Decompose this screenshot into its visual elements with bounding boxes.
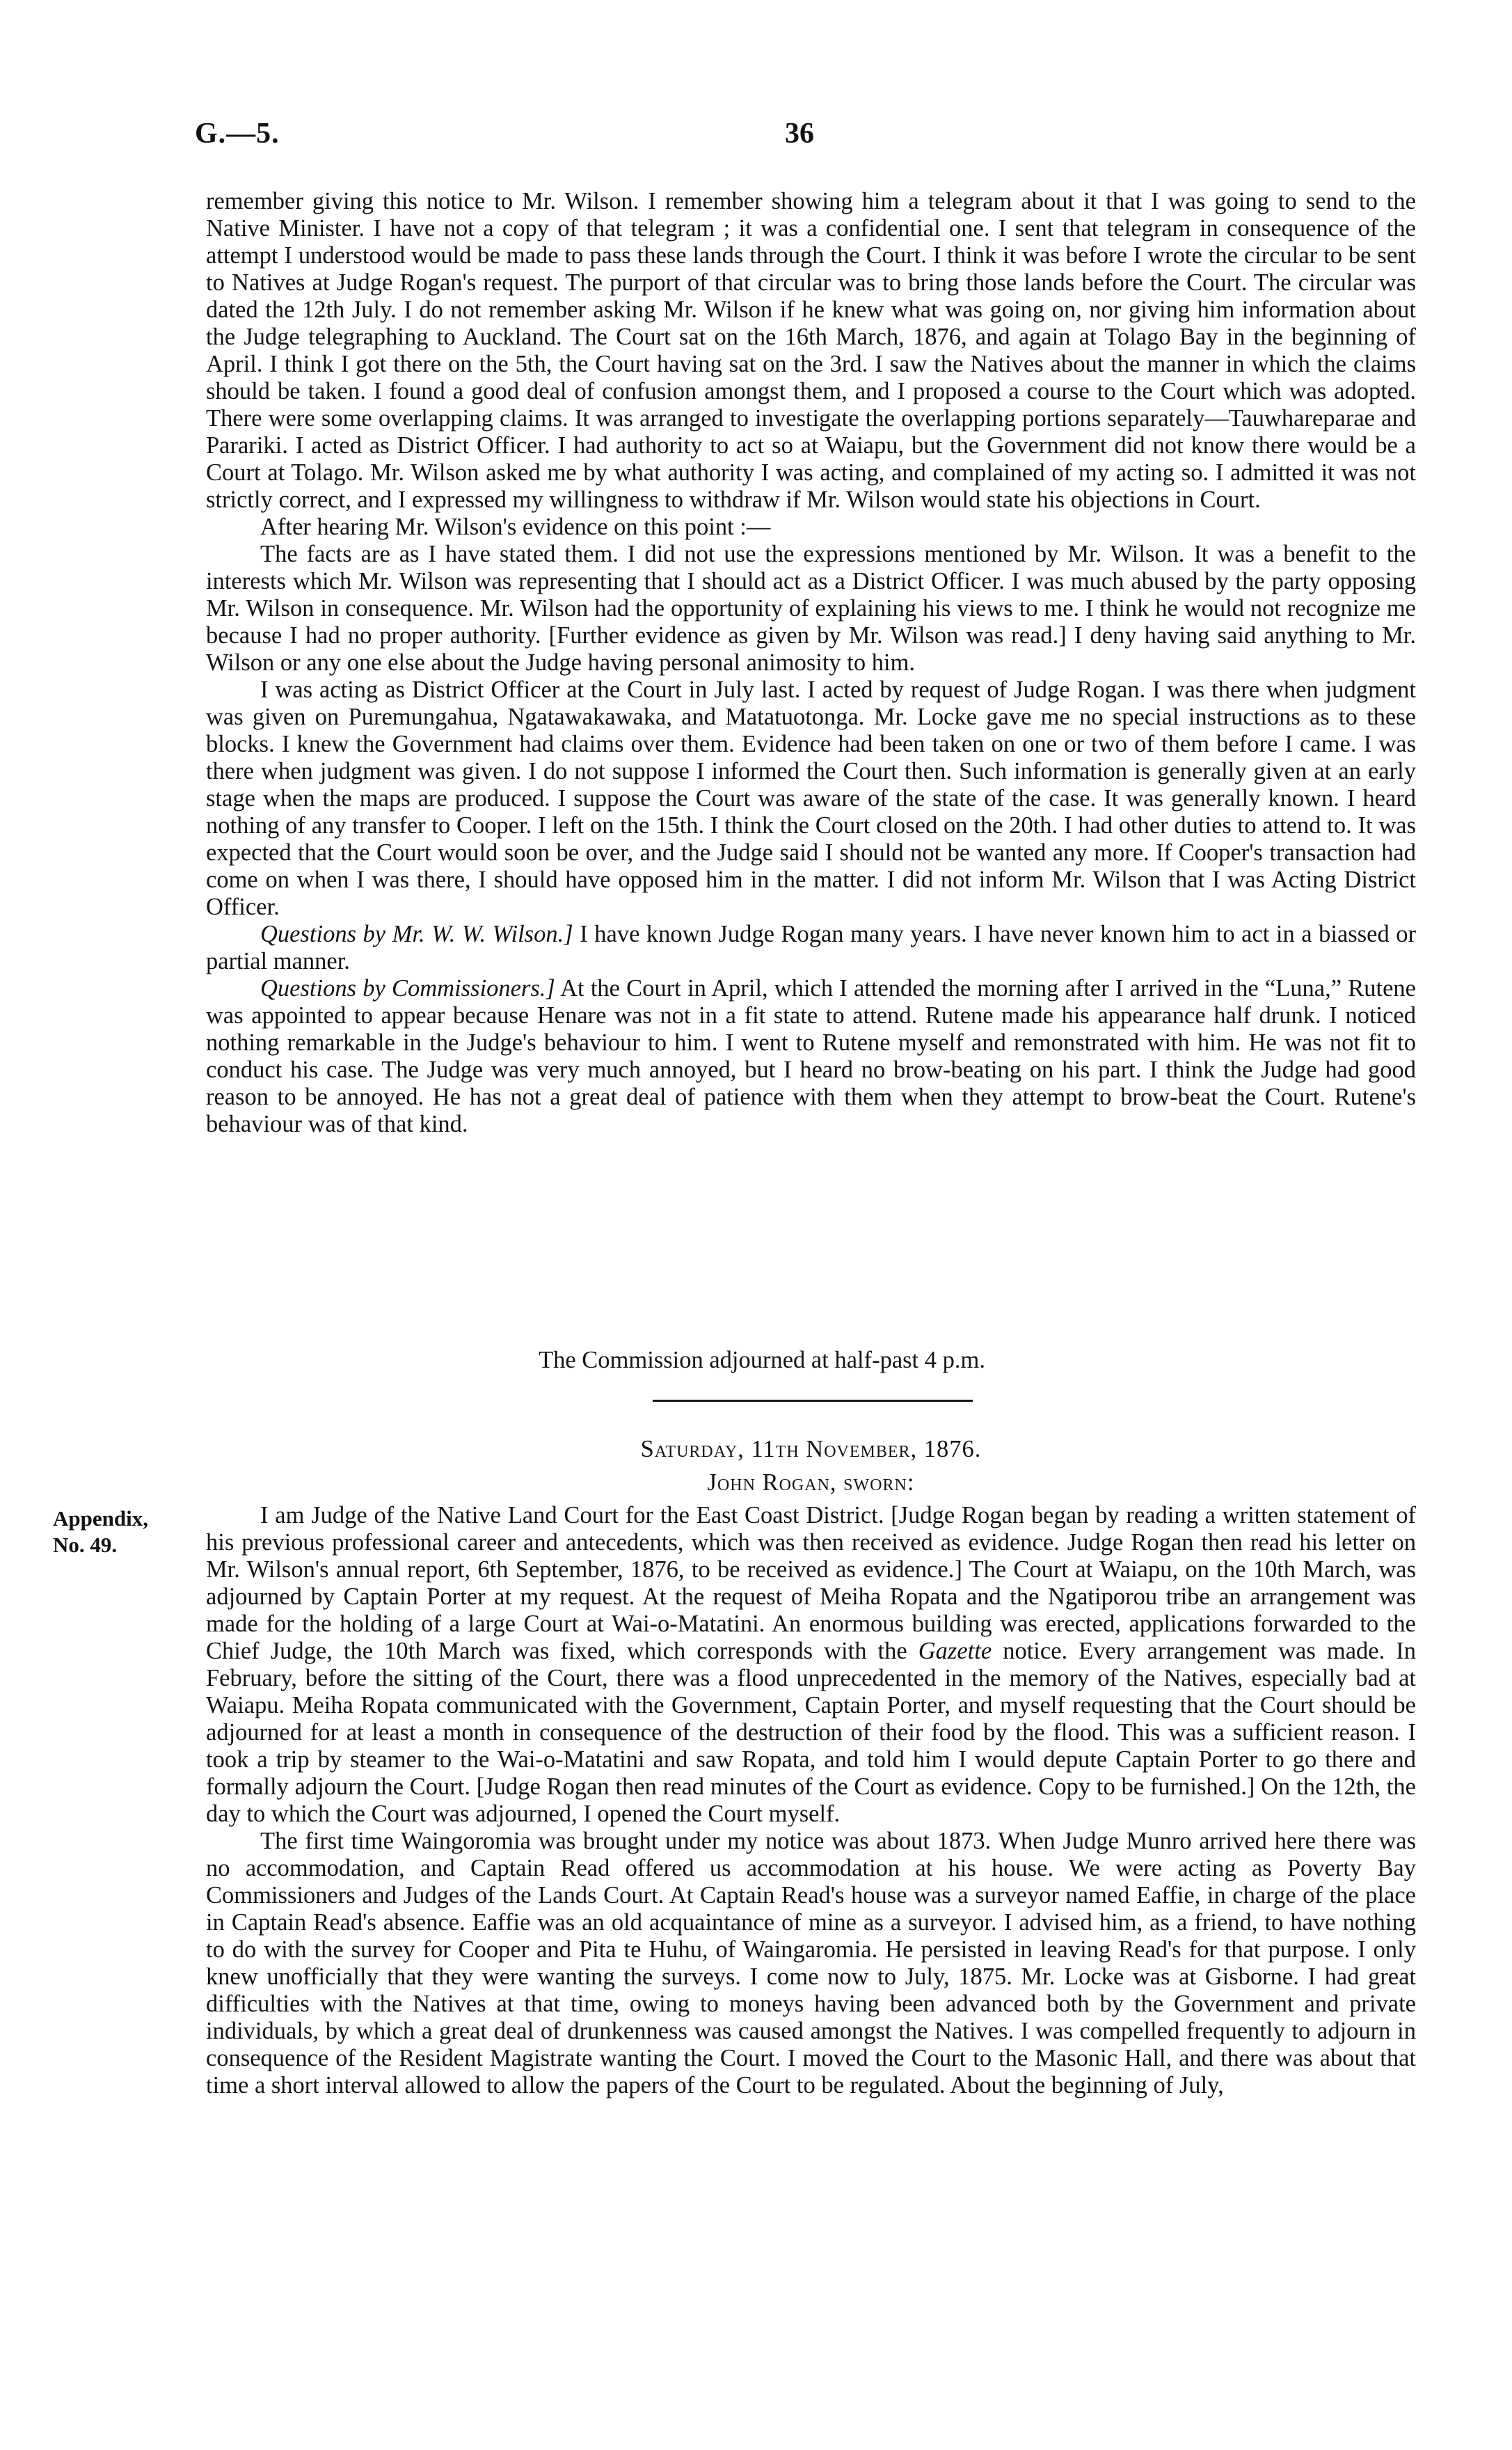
margin-note-line: Appendix, xyxy=(53,1506,148,1531)
paragraph-text: I have known Judge Rogan many years. I have never known him to act in a biassed or partial manner. xyxy=(206,921,1417,974)
paragraph-text: I am Judge of the Native Land Court for the East Coast District. [Judge Rogan began by reading a written statement of his previous professional career and antecedents, which was then received as evidence. Judge Rogan then read his letter on Mr. Wilson's annual report, 6th September, 1876, to be received as evidence.] The Court at Waiapu, on the 10th March, was adjourned by Captain Porter at my request. At the request of Meiha Ropata and the Ngatiporou tribe an arrangement was made for the holding of a large Court at Wai-o-Matatini. An enormous building was erected, applications forwarded to the Chief Judge, the 10th March was fixed, which corresponds with the xyxy=(206,1502,1416,1664)
paragraph: I was acting as District Officer at the Court in July last. I acted by request of Judge Rogan. I was there when judgment was given on Puremungahua, Ngatawakawaka, and Matatuotonga. Mr. Locke gave me no special instructions as to these blocks. I knew the Government had claims over them. Evidence had been taken on one or two of them before I came. I was there when judgment was given. I do not suppose I informed the Court then. Such information is generally given at an early stage when the maps are produced. I suppose the Court was aware of the state of the case. It was generally known. I heard nothing of any transfer to Cooper. I left on the 15th. I think the Court closed on the 20th. I had other duties to attend to. It was expected that the Court would soon be over, and the Judge said I should not be wanted any more. If Cooper's transaction had come on when I was there, I should have opposed him in the matter. I did not inform Mr. Wilson that I was Acting District Officer. xyxy=(206,677,1416,920)
margin-note-line: No. 49. xyxy=(53,1533,118,1557)
evidence-text-lower xyxy=(206,1502,1416,2099)
paragraph: The first time Waingoromia was brought under my notice was about 1873. When Judge Munro arrived here there was no accommodation, and Captain Read offered us accommodation at his house. We were acting as Poverty Bay Commissioners and Judges of the Lands Court. At Captain Read's house was a surveyor named Eaffie, in charge of the place in Captain Read's absence. Eaffie was an old acquaintance of mine as a surveyor. I advised him, as a friend, to have nothing to do with the survey for Cooper and Pita te Huhu, of Waingaromia. He persisted in leaving Read's for that purpose. I only knew unofficially that they were wanting the surveys. I come now to July, 1875. Mr. Locke was at Gisborne. I had great difficulties with the Natives at that time, owing to moneys having been advanced both by the Government and private individuals, by which a great deal of drunkenness was caused amongst the Natives. I was compelled frequently to adjourn in consequence of the Resident Magistrate wanting the Court. I moved the Court to the Masonic Hall, and there was about that time a short interval allowed to allow the papers of the Court to be regulated. About the beginning of July, xyxy=(206,1828,1416,2099)
paragraph: remember giving this notice to Mr. Wilson. I remember showing him a telegram about it that I was going to send to the Native Minister. I have not a copy of that telegram ; it was a confidential one. I sent that telegram in consequence of the attempt I understood would be made to pass these lands through the Court. I think it was before I wrote the circular to be sent to Natives at Judge Rogan's request. The purport of that circular was to bring those lands before the Court. The circular was dated the 12th July. I do not remember asking Mr. Wilson if he knew what was going on, nor giving him information about the Judge telegraphing to Auckland. The Court sat on the 16th March, 1876, and again at Tolago Bay in the beginning of April. I think I got there on the 5th, the Court having sat on the 3rd. I saw the Natives about the manner in which the claims should be taken. I found a good deal of confusion amongst them, and I proposed a course to the Court which was adopted. There were some overlapping claims. It was arranged to investigate the overlapping portions separately—Tauwhareparae and Parariki. I acted as District Officer. I had authority to act so at Waiapu, but the Government did not know there would be a Court at Tolago. Mr. Wilson asked me by what authority I was acting, and complained of my acting so. I admitted it was not strictly correct, and I expressed my willingness to withdraw if Mr. Wilson would state his objections in Court. xyxy=(206,188,1416,513)
session-date-heading: Saturday, 11th November, 1876. xyxy=(640,1436,982,1462)
witness-heading: John Rogan, sworn: xyxy=(707,1469,915,1496)
questions-label: Questions by Commissioners.] xyxy=(260,975,555,1002)
adjournment-note: The Commission adjourned at half-past 4 p.m. xyxy=(539,1347,985,1373)
page-number: 36 xyxy=(785,118,814,150)
paragraph-text: At the Court in April, which I attended the morning after I arrived in the “Luna,” Rutene was appointed to appear because Henare was not in a fit state to attend. Rutene made his appearance half drunk. I noticed nothing remarkable in the Judge's behaviour to him. I went to Rutene myself and remonstrated with him. He was not fit to conduct his case. The Judge was very much annoyed, but I heard no brow-beating on his part. I think the Judge had good reason to be annoyed. He has not a great deal of patience with them when they attempt to brow-beat the Court. Rutene's behaviour was of that kind. xyxy=(206,975,1416,1137)
gazette-word: Gazette xyxy=(918,1638,992,1664)
margin-note xyxy=(53,1505,192,1558)
evidence-text-upper xyxy=(206,188,1416,1138)
paragraph xyxy=(206,1502,1416,1828)
paragraph-text: notice. Every arrangement was made. In February, before the sitting of the Court, there was a flood unprecedented in the memory of the Natives, especially bad at Waiapu. Meiha Ropata communicated with the Government, Captain Porter, and myself requesting that the Court should be adjourned for at least a month in consequence of the destruction of their food by the flood. This was a sufficient reason. I took a trip by steamer to the Wai-o-Matatini and saw Ropata, and told him I would depute Captain Porter to go there and formally adjourn the Court. [Judge Rogan then read minutes of the Court as evidence. Copy to be furnished.] On the 12th, the day to which the Court was adjourned, I opened the Court myself. xyxy=(206,1638,1417,1827)
document-reference: G.—5. xyxy=(195,118,280,150)
paragraph xyxy=(206,975,1416,1138)
paragraph: The facts are as I have stated them. I did not use the expressions mentioned by Mr. Wilson. It was a benefit to the interests which Mr. Wilson was representing that I should act as a District Officer. I was much abused by the party opposing Mr. Wilson in consequence. Mr. Wilson had the opportunity of explaining his views to me. I think he would not recognize me because I had no proper authority. [Further evidence as given by Mr. Wilson was read.] I deny having said anything to Mr. Wilson or any one else about the Judge having personal animosity to him. xyxy=(206,541,1416,676)
section-divider xyxy=(653,1400,973,1402)
paragraph: After hearing Mr. Wilson's evidence on this point :— xyxy=(260,514,771,540)
questions-label: Questions by Mr. W. W. Wilson.] xyxy=(260,921,573,947)
paragraph xyxy=(206,921,1416,975)
